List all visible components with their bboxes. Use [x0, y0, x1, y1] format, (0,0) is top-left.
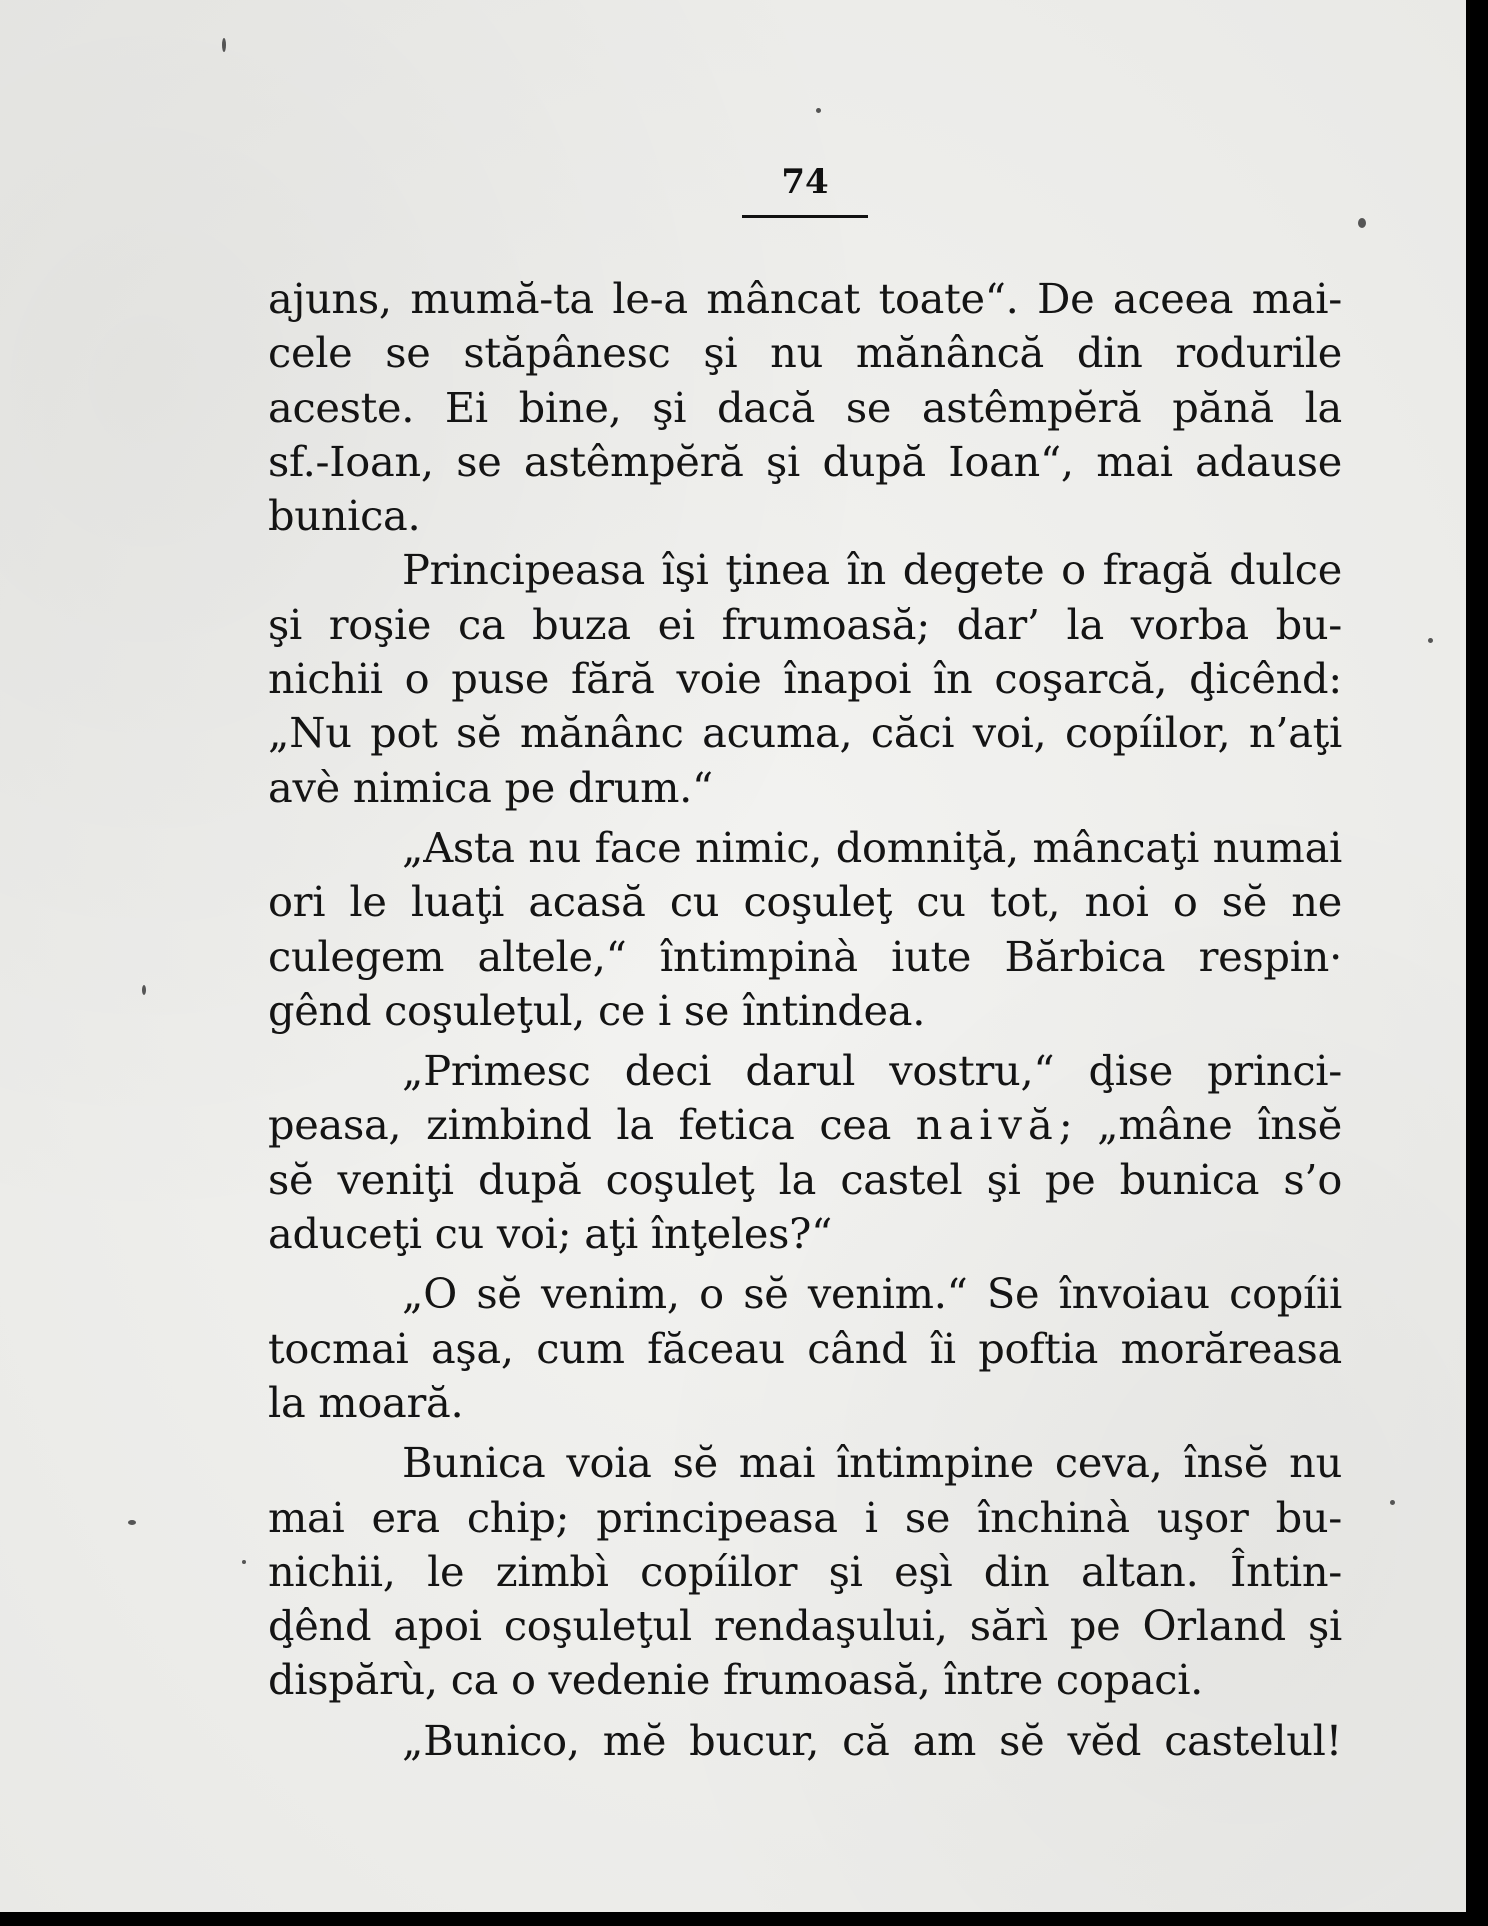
text-line: nichii o puse fără voie înapoi în coşarcă, ḑicênd:	[268, 654, 1342, 704]
text-line	[268, 1098, 1342, 1152]
text-line: avè nimica pe drum.“	[268, 762, 713, 812]
scan-speck	[1428, 638, 1433, 643]
page-number: 74	[781, 162, 829, 202]
text-line: dispărù, ca o vedenie frumoasă, între copaci.	[268, 1655, 1204, 1705]
text-line: „Primesc deci darul vostru,“ ḑise princi-	[402, 1046, 1342, 1096]
text-line: „O sĕ venim, o sĕ venim.“ Se învoiau copíii	[402, 1269, 1342, 1319]
scan-speck	[222, 38, 226, 52]
text-line: nichii, le zimbì copíilor şi eşì din altan. Întin-	[268, 1546, 1342, 1596]
text-fragment: ; „mâne însĕ	[1058, 1100, 1342, 1150]
text-fragment: peasa, zimbind la fetica cea	[268, 1100, 892, 1150]
text-line: sĕ veniţi după coşuleţ la castel şi pe bunica s’o	[268, 1154, 1342, 1204]
text-line: „Nu pot sĕ mănânc acuma, căci voi, copíilor, n’aţi	[268, 708, 1342, 758]
text-line: tocmai aşa, cum făceau când îi poftia morăreasa	[268, 1323, 1342, 1373]
body-text	[268, 272, 1342, 1768]
text-line: ajuns, mumă-ta le-a mâncat toate“. De aceea mai-	[268, 274, 1342, 323]
page-number-rule	[742, 215, 868, 218]
text-line: „Asta nu face nimic, domniţă, mâncaţi numai	[402, 822, 1342, 872]
scan-speck	[242, 1560, 246, 1564]
emphasis-word: naivă	[915, 1100, 1059, 1150]
text-line: „Bunico, mĕ bucur, că am sĕ vĕd castelul!	[402, 1715, 1342, 1765]
text-line: gênd coşuleţul, ce i se întindea.	[268, 985, 926, 1035]
text-line: bunica.	[268, 491, 421, 541]
text-line: cele se stăpânesc şi nu mănâncă din rodurile	[268, 328, 1342, 378]
text-line: aduceţi cu voi; aţi înţeles?“	[268, 1209, 833, 1259]
paragraph-3	[268, 821, 1342, 1038]
text-line: şi roşie ca buza ei frumoasă; dar’ la vorba bu-	[268, 599, 1342, 649]
paragraph-5	[268, 1267, 1342, 1430]
paragraph-4	[268, 1044, 1342, 1261]
text-line: culegem altele,“ întimpinà iute Bărbica respin·	[268, 931, 1342, 981]
paragraph-6	[268, 1436, 1342, 1707]
text-line: sf.-Ioan, se astêmpĕră şi după Ioan“, mai adause	[268, 436, 1342, 486]
text-line: Principeasa îşi ţinea în degete o fragă dulce	[402, 545, 1342, 595]
text-line: mai era chip; principeasa i se închinà uşor bu-	[268, 1492, 1342, 1542]
paragraph-7	[268, 1714, 1342, 1768]
text-line: ori le luaţi acasă cu coşuleţ cu tot, noi o sĕ ne	[268, 877, 1342, 927]
text-line: ḑênd apoi coşuleţul rendaşului, sărì pe Orland şi	[268, 1601, 1342, 1651]
paragraph-2	[268, 543, 1342, 814]
scan-speck	[128, 1520, 136, 1525]
scan-speck	[1390, 1500, 1395, 1505]
scan-speck	[1358, 218, 1366, 228]
text-line: aceste. Ei bine, şi dacă se astêmpĕră pănă la	[268, 382, 1342, 432]
text-line: Bunica voia sĕ mai întimpine ceva, însĕ nu	[402, 1438, 1342, 1488]
scan-speck	[142, 985, 146, 995]
scan-speck	[816, 108, 821, 113]
text-line: la moară.	[268, 1377, 464, 1427]
paragraph-1	[268, 272, 1342, 543]
